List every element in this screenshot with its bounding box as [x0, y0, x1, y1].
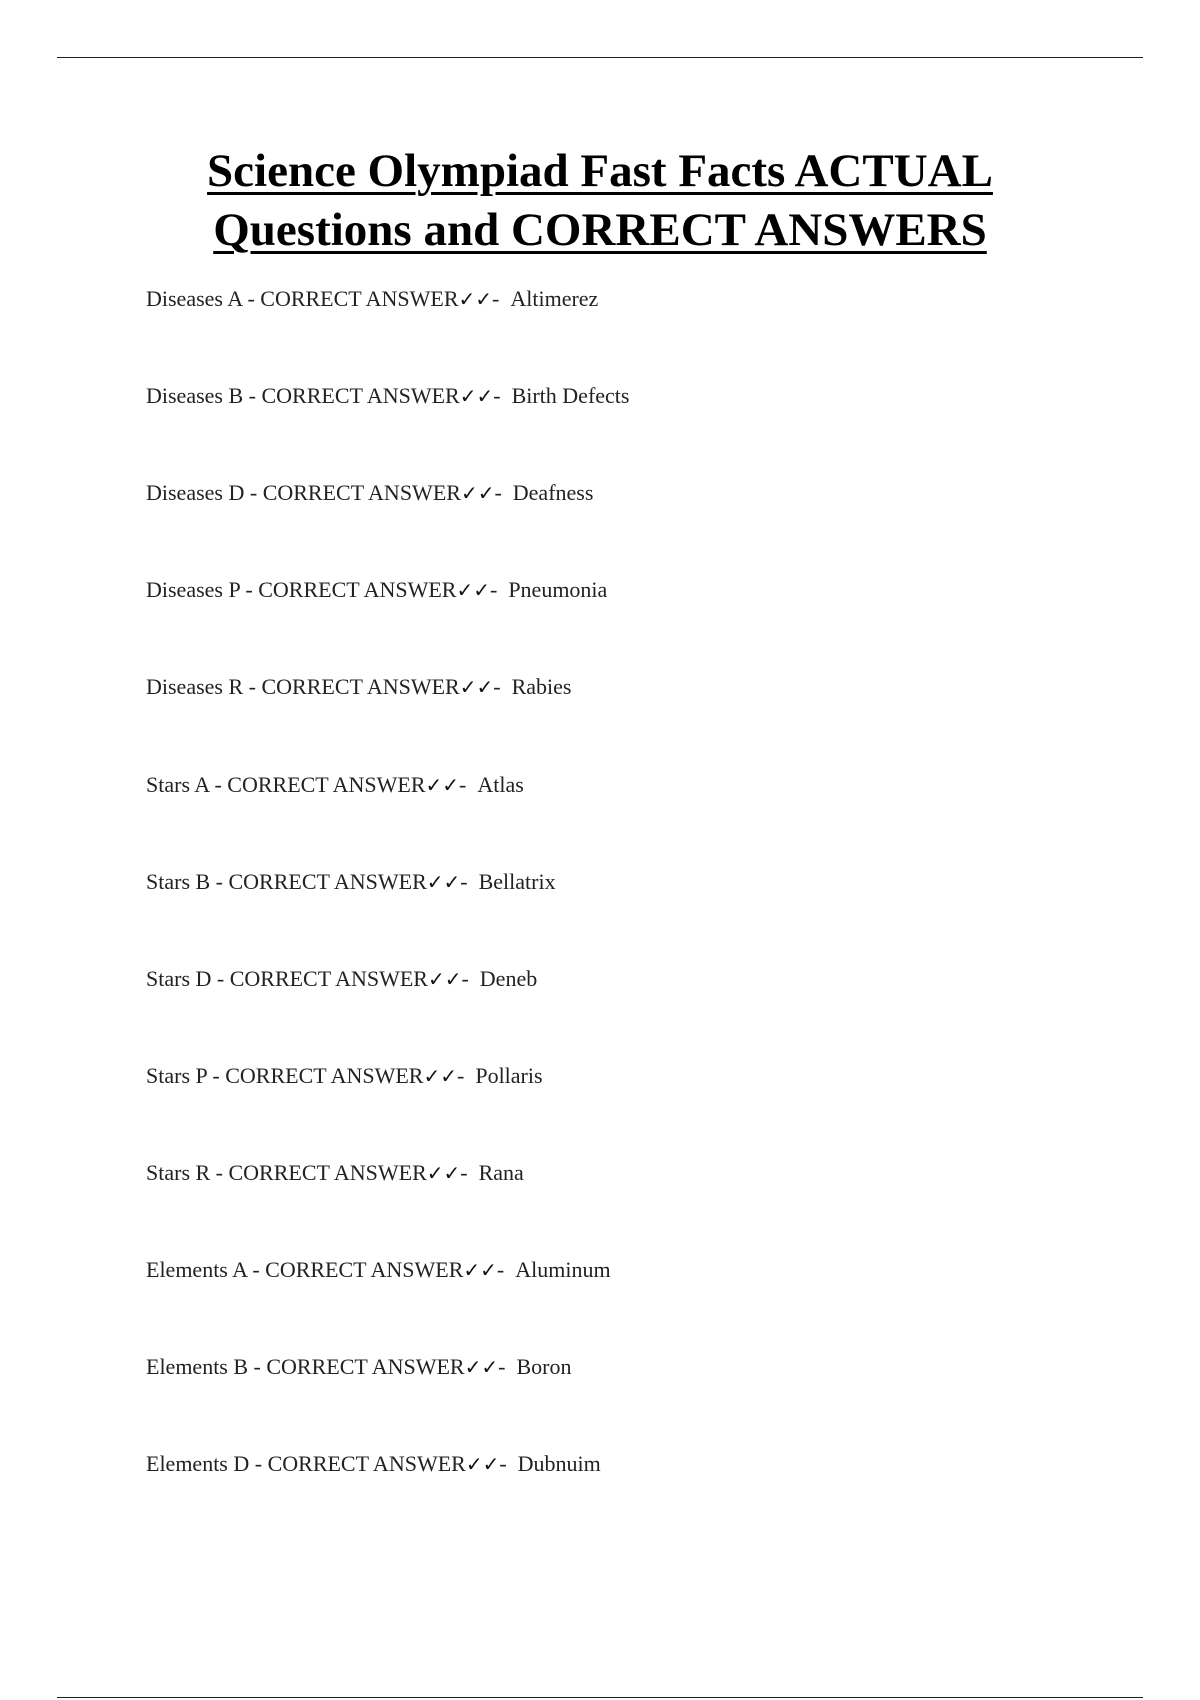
- qa-item: [146, 869, 556, 895]
- double-check-icon: ✓✓: [423, 1064, 457, 1088]
- question-text: Stars P - CORRECT ANSWER: [146, 1063, 424, 1088]
- answer-separator: -: [457, 1063, 465, 1088]
- qa-item: [146, 1063, 543, 1089]
- question-text: Diseases P - CORRECT ANSWER: [146, 577, 457, 602]
- answer-separator: -: [493, 383, 501, 408]
- title-line-2: Questions and CORRECT ANSWERS: [213, 204, 987, 256]
- answer-separator: -: [459, 772, 467, 797]
- answer-text: Altimerez: [510, 286, 599, 311]
- header-rule: [57, 57, 1143, 58]
- answer-separator: -: [460, 1160, 468, 1185]
- double-check-icon: ✓✓: [427, 967, 462, 991]
- answer-separator: -: [461, 966, 469, 991]
- answer-text: Aluminum: [515, 1257, 611, 1282]
- qa-item: [146, 480, 593, 506]
- question-text: Diseases D - CORRECT ANSWER: [146, 480, 461, 505]
- double-check-icon: ✓✓: [456, 578, 490, 602]
- question-text: Stars A - CORRECT ANSWER: [146, 772, 426, 797]
- answer-text: Rabies: [511, 674, 572, 699]
- answer-text: Bellatrix: [478, 869, 556, 894]
- double-check-icon: ✓✓: [459, 675, 494, 699]
- qa-item: [146, 772, 524, 798]
- answer-text: Deneb: [479, 966, 538, 991]
- double-check-icon: ✓✓: [463, 1258, 497, 1282]
- qa-item: [146, 1451, 601, 1477]
- qa-item: [146, 286, 598, 312]
- qa-item: [146, 674, 571, 700]
- double-check-icon: ✓✓: [465, 1452, 500, 1476]
- answer-separator: -: [494, 480, 502, 505]
- double-check-icon: ✓✓: [459, 384, 494, 408]
- question-text: Elements B - CORRECT ANSWER: [146, 1354, 465, 1379]
- double-check-icon: ✓✓: [460, 481, 495, 505]
- qa-item: [146, 966, 537, 992]
- answer-separator: -: [489, 577, 498, 602]
- double-check-icon: ✓✓: [464, 1355, 499, 1379]
- answer-text: Pneumonia: [508, 577, 608, 602]
- question-text: Diseases B - CORRECT ANSWER: [146, 383, 460, 408]
- double-check-icon: ✓✓: [426, 870, 461, 894]
- document-title: [0, 142, 1200, 260]
- answer-separator: -: [498, 1354, 506, 1379]
- double-check-icon: ✓✓: [426, 1161, 461, 1185]
- answer-text: Dubnuim: [517, 1451, 601, 1476]
- answer-separator: -: [496, 1257, 505, 1282]
- qa-item: [146, 383, 629, 409]
- answer-separator: -: [492, 286, 500, 311]
- answer-separator: -: [460, 869, 468, 894]
- qa-item: [146, 1160, 524, 1186]
- answer-text: Boron: [516, 1354, 572, 1379]
- question-text: Diseases A - CORRECT ANSWER: [146, 286, 459, 311]
- footer-rule: [57, 1697, 1143, 1698]
- answer-text: Atlas: [477, 772, 524, 797]
- double-check-icon: ✓✓: [458, 287, 493, 311]
- double-check-icon: ✓✓: [425, 773, 460, 797]
- question-text: Elements D - CORRECT ANSWER: [146, 1451, 466, 1476]
- question-text: Stars B - CORRECT ANSWER: [146, 869, 427, 894]
- answer-separator: -: [499, 1451, 507, 1476]
- title-line-1: Science Olympiad Fast Facts ACTUAL: [207, 145, 993, 197]
- question-text: Stars D - CORRECT ANSWER: [146, 966, 428, 991]
- qa-item: [146, 1257, 611, 1283]
- question-text: Diseases R - CORRECT ANSWER: [146, 674, 460, 699]
- answer-text: Deafness: [512, 480, 594, 505]
- question-text: Stars R - CORRECT ANSWER: [146, 1160, 427, 1185]
- qa-item: [146, 577, 607, 603]
- question-text: Elements A - CORRECT ANSWER: [146, 1257, 464, 1282]
- answer-text: Birth Defects: [511, 383, 630, 408]
- qa-item: [146, 1354, 571, 1380]
- answer-text: Rana: [478, 1160, 524, 1185]
- answer-separator: -: [493, 674, 501, 699]
- answer-text: Pollaris: [475, 1063, 543, 1088]
